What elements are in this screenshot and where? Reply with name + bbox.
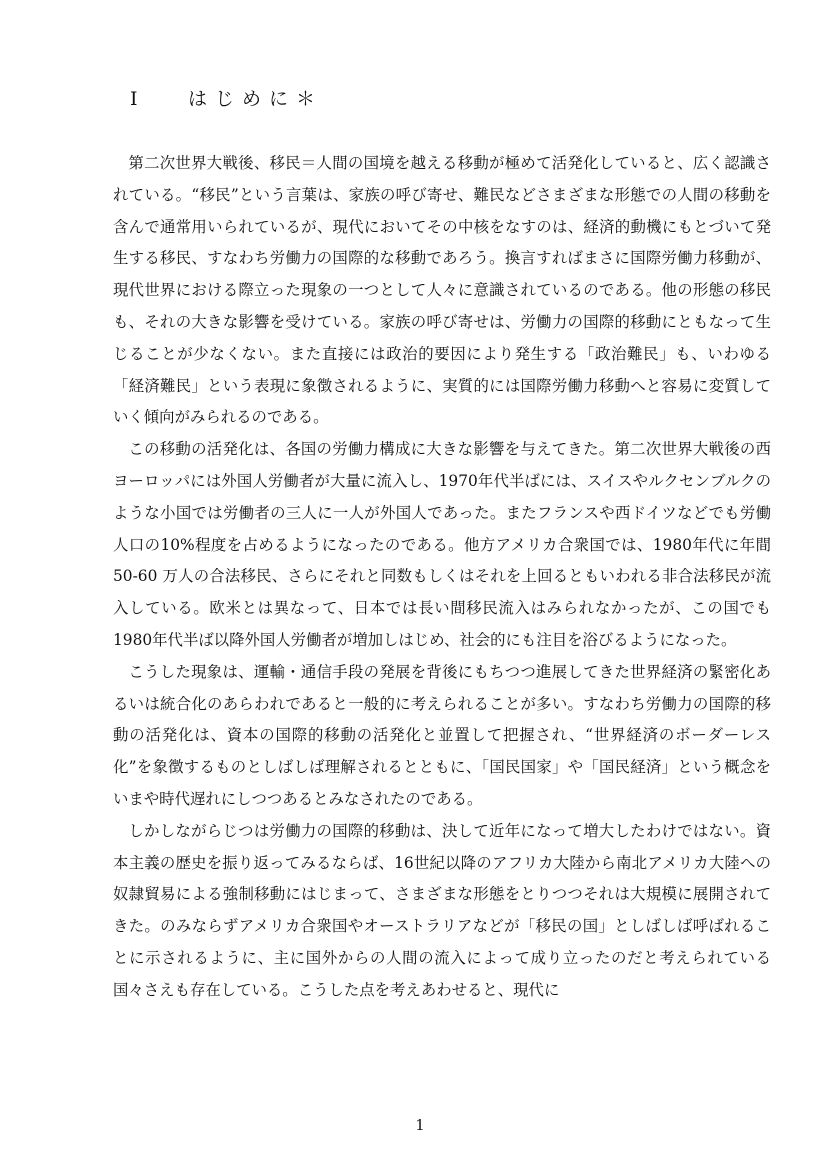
paragraph: この移動の活発化は、各国の労働力構成に大きな影響を与えてきた。第二次世界大戦後の西ヨーロッパには外国人労働者が大量に流入し、1970年代半ばには、スイスやルクセンブルクのような小国では労働者の三人に一人が外国人であった。またフランスや西ドイツなどでも労働人口の10%程度を占めるようになったのである。他方アメリカ合衆国では、1980年代に年間50-60 万人の合法移民、さらにそれと同数もしくはそれを上回るともいわれる非合法移民が流入している。欧米とは異なって、日本では長い間移民流入はみられなかったが、この国でも1980年代半ば以降外国人労働者が増加しはじめ、社会的にも注目を浴びるようになった。: [113, 440, 771, 649]
body-text: [113, 148, 771, 1007]
paragraph: しかしながらじつは労働力の国際的移動は、決して近年になって増大したわけではない。資本主義の歴史を振り返ってみるならば、16世紀以降のアフリカ大陸から南北アメリカ大陸への奴隷貿易による強制移動にはじまって、さまざまな形態をとりつつそれは大規模に展開されてきた。のみならずアメリカ合衆国やオーストラリアなどが「移民の国」としばしば呼ばれることに示されるように、主に国外からの人間の流入によって成り立ったのだと考えられている国々さえも存在している。こうした点を考えあわせると、現代に: [113, 821, 771, 999]
paragraph: こうした現象は、運輸・通信手段の発展を背後にもちつつ進展してきた世界経済の緊密化あるいは統合化のあらわれであると一般的に考えられることが多い。すなわち労働力の国際的移動の活発化は、資本の国際的移動の活発化と並置して把握され、“世界経済のボーダーレス化”を象徴するものとしばしば理解されるとともに、「国民国家」や「国民経済」という概念をいまや時代遅れにしつつあるとみなされたのである。: [113, 662, 771, 808]
paragraph: 第二次世界大戦後、移民＝人間の国境を越える移動が極めて活発化していると、広く認識されている。“移民”という言葉は、家族の呼び寄せ、難民などさまざまな形態での人間の移動を含んで通常用いられているが、現代においてその中核をなすのは、経済的動機にもとづいて発生する移民、すなわち労働力の国際的な移動であろう。換言すればまさに国際労働力移動が、現代世界における際立った現象の一つとして人々に意識されているのである。他の形態の移民も、それの大きな影響を受けている。家族の呼び寄せは、労働力の国際的移動にともなって生じることが少なくない。また直接には政治的要因により発生する「政治難民」も、いわゆる「経済難民」という表現に象徴されるように、実質的には国際労働力移動へと容易に変質していく傾向がみられるのである。: [113, 154, 771, 427]
page-number: 1: [415, 1116, 425, 1134]
section-heading: [130, 84, 323, 111]
section-number: I: [130, 88, 140, 110]
section-title: はじめに＊: [188, 88, 324, 110]
